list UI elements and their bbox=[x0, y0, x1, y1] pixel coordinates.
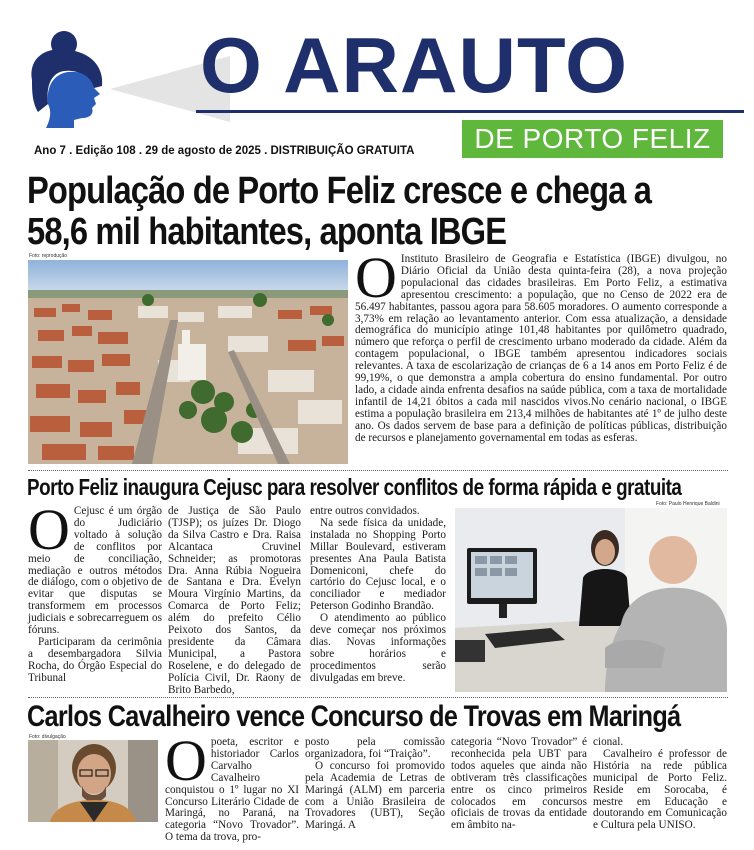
article3-col4-p2: Cavalheiro é professor de História na rede pública municipal de Porto Feliz. Reside em Sorocaba, é mestre em Educação e doutorando em Comunicação e Cultura pela UNISO. bbox=[593, 747, 727, 832]
article2-col1-p2: Participaram da cerimônia a desembargadora Silvia Rocha, do Órgão Especial do Tribunal bbox=[28, 635, 162, 684]
article3-col3-text: categoria “Novo Trovador” é reconhecida pela UBT para todos aqueles que ainda não obtiveram três classificações entre os cinco primeiros colocados em concursos oficiais de trovas da entidade em âmbito na- bbox=[451, 736, 587, 832]
article3-col2 bbox=[305, 737, 445, 832]
portrait-photo bbox=[28, 740, 158, 822]
article2-col3 bbox=[310, 506, 446, 685]
headline-cejusc: Porto Feliz inaugura Cejusc para resolver conflitos de forma rápida e gratuita bbox=[27, 474, 682, 500]
section-divider bbox=[28, 697, 728, 698]
article3-col1-text: poeta, escritor e historiador Carlos Carvalho Cavalheiro conquistou o 1º lugar no XI Concurso Literário Cidade de Maringá, no Paraná, na categoria “Novo Trovador”. O tema da trova, pro- bbox=[165, 736, 299, 844]
article1-text: Instituto Brasileiro de Geografia e Estatística (IBGE) divulgou, no Diário Oficial da União desta quinta-feira (28), a nova projeção populacional das cidades brasileiras. Em Porto Feliz, a estimativa apresentou crescimento: a população, que no Censo de 2022 era de 56.497 habitantes, passou agora para 58.605 moradores. O aumento corresponde a 3,73% em relação ao levantamento anterior. Com essa atualização, a densidade demográfica do município atinge 101,48 habitantes por quilômetro quadrado, número que reforça o perfil de crescimento urbano moderado da cidade. Além da contagem populacional, o IBGE também apresentou indicadores sociais relevantes. A taxa de escolarização de crianças de 6 a 14 anos em Porto Feliz é de 99,19%, o que demonstra a ampla cobertura do ensino fundamental. Por outro lado, a cidade ainda enfrenta desafios na saúde pública, com a taxa de mortalidade infantil de 14,21 óbitos a cada mil nascidos vivos.No cenário nacional, o IBGE estima a população brasileira em 213,4 milhões de habitantes até 1º de julho deste ano. Os dados servem de base para a definição de políticas públicas, distribuição de recursos e planejamento governamental em todas as esferas. bbox=[355, 253, 727, 444]
section-divider bbox=[28, 470, 728, 471]
logo-figure-icon bbox=[24, 28, 114, 130]
photo-credit: Foto: divulgação bbox=[29, 734, 66, 740]
city-aerial-photo bbox=[28, 260, 348, 464]
edition-line: Ano 7 . Edição 108 . 29 de agosto de 2025 . DISTRIBUIÇÃO GRATUITA bbox=[34, 145, 415, 157]
article3-col1 bbox=[165, 728, 299, 844]
article3-col4-p1: cional. bbox=[593, 736, 624, 748]
article2-col2-text: de Justiça de São Paulo (TJSP); os juízes Dr. Diogo da Silva Castro e Dra. Raisa Alcantaca Cruvinel Schneider; as promotoras Dra. Anna Rúbia Nogueira de Santana e Dra. Evelyn Moura Virgínio Martins, da Comarca de Porto Feliz; além do prefeito Célio Peixoto dos Santos, da presidente da Câmara Municipal, a Pastora Roselene, e do delegado de Polícia Civil, Dr. Raony de Brito Barbedo, bbox=[168, 505, 301, 696]
article3-col3 bbox=[451, 737, 587, 832]
article2-col3-p2: Na sede física da unidade, instalada no Shopping Porto Millar Boulevard, estiveram presentes Ana Paula Batista Domeniconi, chefe do cartório do Cejusc local, e o conciliador e mediador Peterson Godinho Brandão. bbox=[310, 516, 446, 613]
article3-col4 bbox=[593, 737, 727, 832]
photo-credit: Foto: reprodução bbox=[29, 253, 68, 259]
photo-credit: Foto: Paulo Henrique Baldini bbox=[656, 501, 720, 507]
masthead-subtitle: DE PORTO FELIZ bbox=[462, 120, 723, 158]
article2-col3-p3: O atendimento ao público deve começar nos próximos dias. Novas informações sobre horários e procedimentos serão divulgadas em breve. bbox=[310, 612, 446, 684]
article3-col2-p1: posto pela comissão organizadora, foi “Traição”. bbox=[305, 736, 445, 760]
article1-body bbox=[355, 245, 727, 445]
masthead-rule bbox=[196, 110, 744, 113]
headline-population-line2: 58,6 mil habitantes, aponta IBGE bbox=[27, 211, 507, 253]
headline-trovas: Carlos Cavalheiro vence Concurso de Trovas em Maringá bbox=[27, 700, 681, 733]
headline-population-line1: População de Porto Feliz cresce e chega a bbox=[27, 170, 652, 212]
dropcap: O bbox=[28, 497, 70, 562]
cejusc-office-photo bbox=[455, 508, 727, 692]
article2-col3-p1: entre outros convidados. bbox=[310, 505, 420, 517]
article2-col2 bbox=[168, 506, 301, 697]
article2-col1-p1: Cejusc é um órgão do Judiciário voltado à solução de conflitos por meio de conciliação, mediação e outros métodos de diálogo, com o objetivo de evitar que disputas se transformem em processos judiciais e sobrecarreguem os fóruns. bbox=[28, 505, 162, 637]
article2-col1 bbox=[28, 497, 162, 685]
dropcap: O bbox=[355, 245, 397, 310]
masthead-title: O ARAUTO bbox=[200, 21, 629, 109]
article3-col2-p2: O concurso foi promovido pela Academia de Letras de Maringá (ALM) em parceria com a União Brasileira de Trovadores (UBT), Seção Maringá. A bbox=[305, 759, 445, 832]
dropcap: O bbox=[165, 728, 207, 793]
